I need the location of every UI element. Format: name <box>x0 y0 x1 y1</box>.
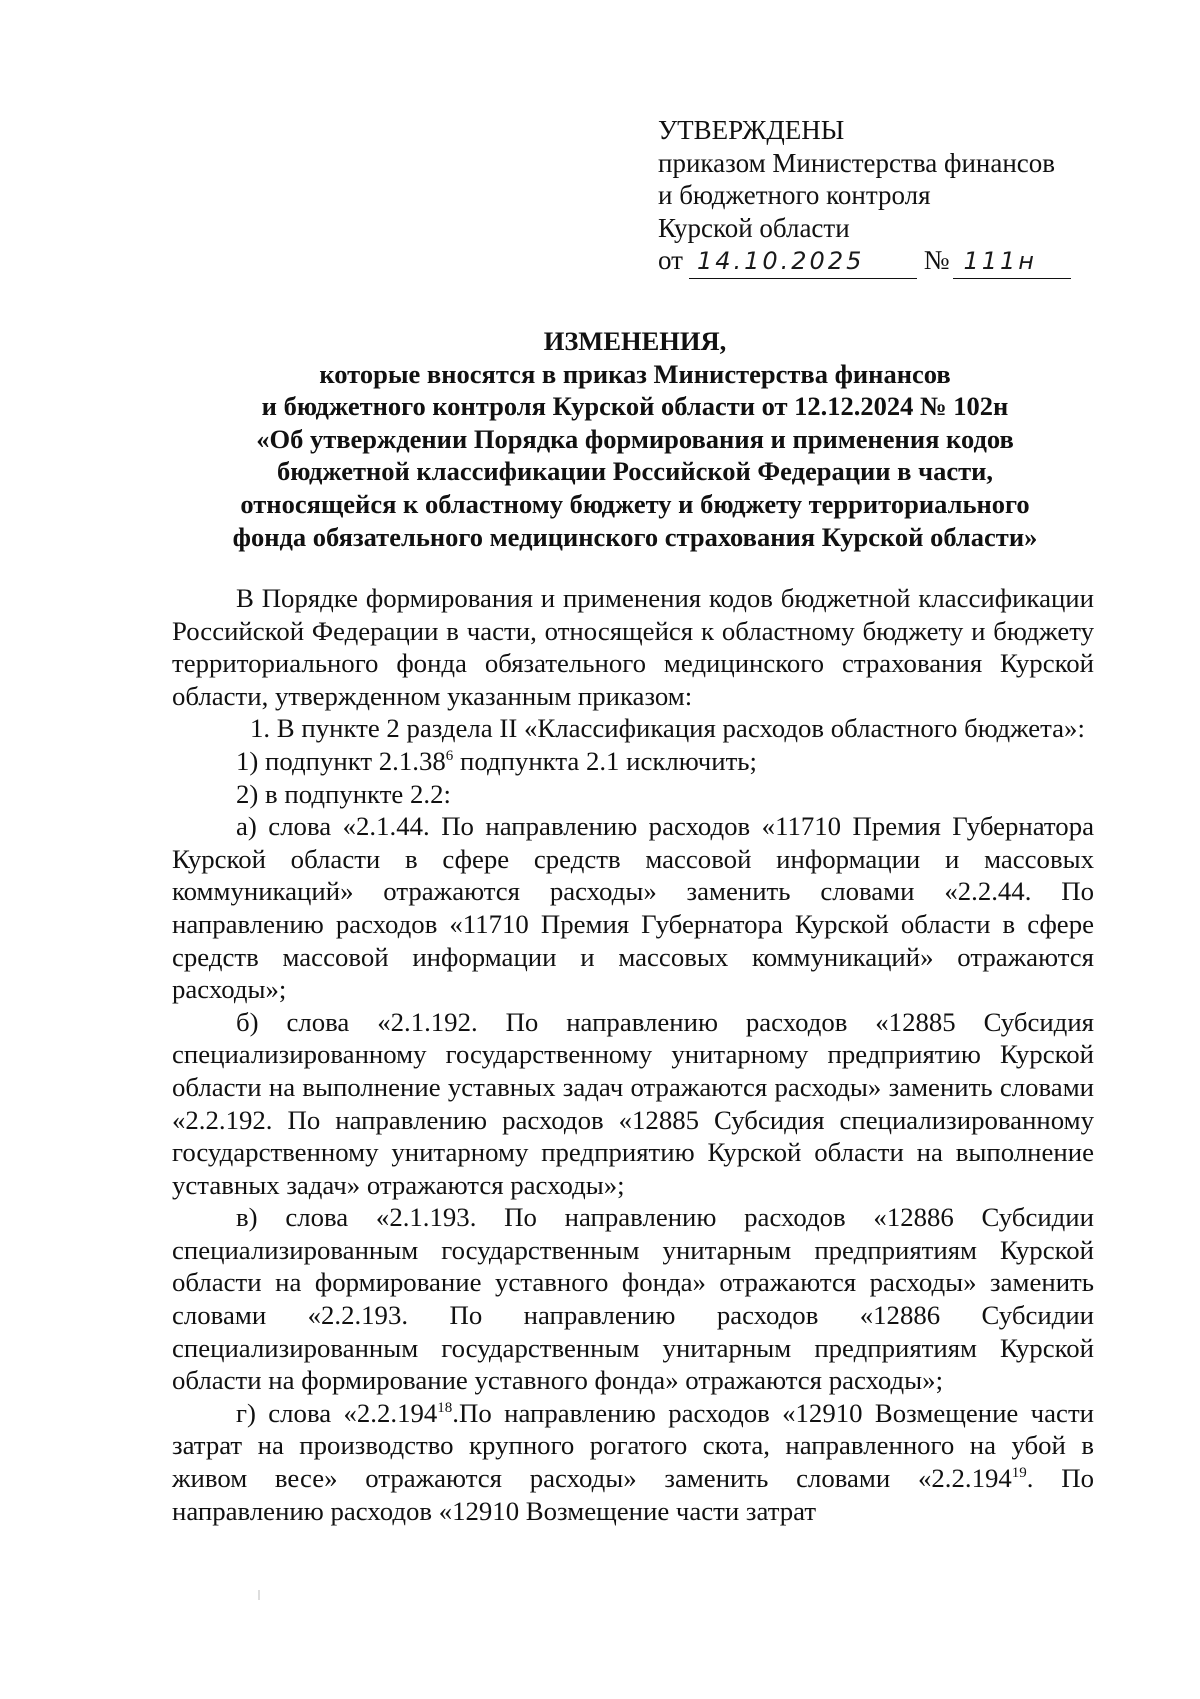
handwritten-number: 111н <box>953 245 1071 279</box>
approval-stamp <box>658 114 1118 279</box>
scan-artifact <box>258 1590 260 1600</box>
superscript: 19 <box>1011 1465 1027 1482</box>
subitem-1-text: 1) подпункт 2.1.38 <box>236 745 446 776</box>
heading-title: ИЗМЕНЕНИЯ, <box>543 326 727 356</box>
heading-line: фонда обязательного медицинского страхования Курской области» <box>232 521 1038 552</box>
subitem-2: 2) в подпункте 2.2: <box>236 778 451 809</box>
subitem-g-text: . По направлению расходов «12910 Возмещение части затрат <box>172 1463 1094 1526</box>
date-prefix: от <box>658 245 683 275</box>
subitem-a: а) слова «2.1.44. По направлению расходов «11710 Премия Губернатора Курской области в сфере средств массовой информации и массовых коммуникаций» отражаются расходы» заменить словами «2.2.44. По направлению расходов «11710 Премия Губернатора Курской области в сфере средств массовой информации и массовых коммуникаций» отражаются расходы»; <box>172 811 1094 1005</box>
subitem-1 <box>172 745 1094 778</box>
approval-line: и бюджетного контроля <box>658 180 931 210</box>
subitem-g-text: г) слова «2.2.194 <box>236 1397 438 1428</box>
intro-paragraph: В Порядке формирования и применения кодов бюджетной классификации Российской Федерации в части, относящейся к областному бюджету и бюджету территориального фонда обязательного медицинского страхования Курской области, утвержденном указанным приказом: <box>172 583 1094 711</box>
handwritten-date: 14.10.2025 <box>689 245 917 279</box>
subitem-g-text: .По направлению расходов «12910 Возмещение части затрат на производство крупного рогатого скота, направленного на убой в живом весе» отражаются расходы» заменить словами «2.2.194 <box>172 1397 1094 1494</box>
heading-line: которые вносятся в приказ Министерства финансов <box>319 358 951 389</box>
document-heading <box>170 325 1100 553</box>
subitem-1-tail: подпункта 2.1 исключить; <box>453 745 757 776</box>
superscript: 6 <box>445 748 454 765</box>
document-body <box>172 582 1094 1527</box>
superscript: 18 <box>437 1399 453 1416</box>
heading-line: и бюджетного контроля Курской области от 12.12.2024 № 102н <box>261 391 1009 422</box>
approval-line: Курской области <box>658 212 850 243</box>
subitem-v: в) слова «2.1.193. По направлению расходов «12886 Субсидии специализированным государственным унитарным предприятиям Курской области на формирование уставного фонда» отражаются расходы» заменить словами «2.2.193. По направлению расходов «12886 Субсидии специализированным государственным унитарным предприятиям Курской области на формирование уставного фонда» отражаются расходы»; <box>172 1202 1094 1396</box>
subitem-g <box>172 1397 1094 1527</box>
subitem-b: б) слова «2.1.192. По направлению расходов «12885 Субсидия специализированному государственному унитарному предприятию Курской области на выполнение уставных задач отражаются расходы» заменить словами «2.2.192. По направлению расходов «12885 Субсидия специализированному государственному унитарному предприятию Курской области на выполнение уставных задач» отражаются расходы»; <box>172 1006 1094 1200</box>
item-1: 1. В пункте 2 раздела II «Классификация расходов областного бюджета»: <box>250 713 1085 744</box>
heading-line: «Об утверждении Порядка формирования и применения кодов <box>256 423 1014 454</box>
approval-title: УТВЕРЖДЕНЫ <box>658 115 845 145</box>
approval-line: приказом Министерства финансов <box>658 147 1056 178</box>
approval-date-line <box>658 244 1118 279</box>
number-prefix: № <box>923 245 950 275</box>
heading-line: бюджетной классификации Российской Федерации в части, <box>276 456 993 487</box>
heading-line: относящейся к областному бюджету и бюджету территориального <box>240 488 1030 519</box>
